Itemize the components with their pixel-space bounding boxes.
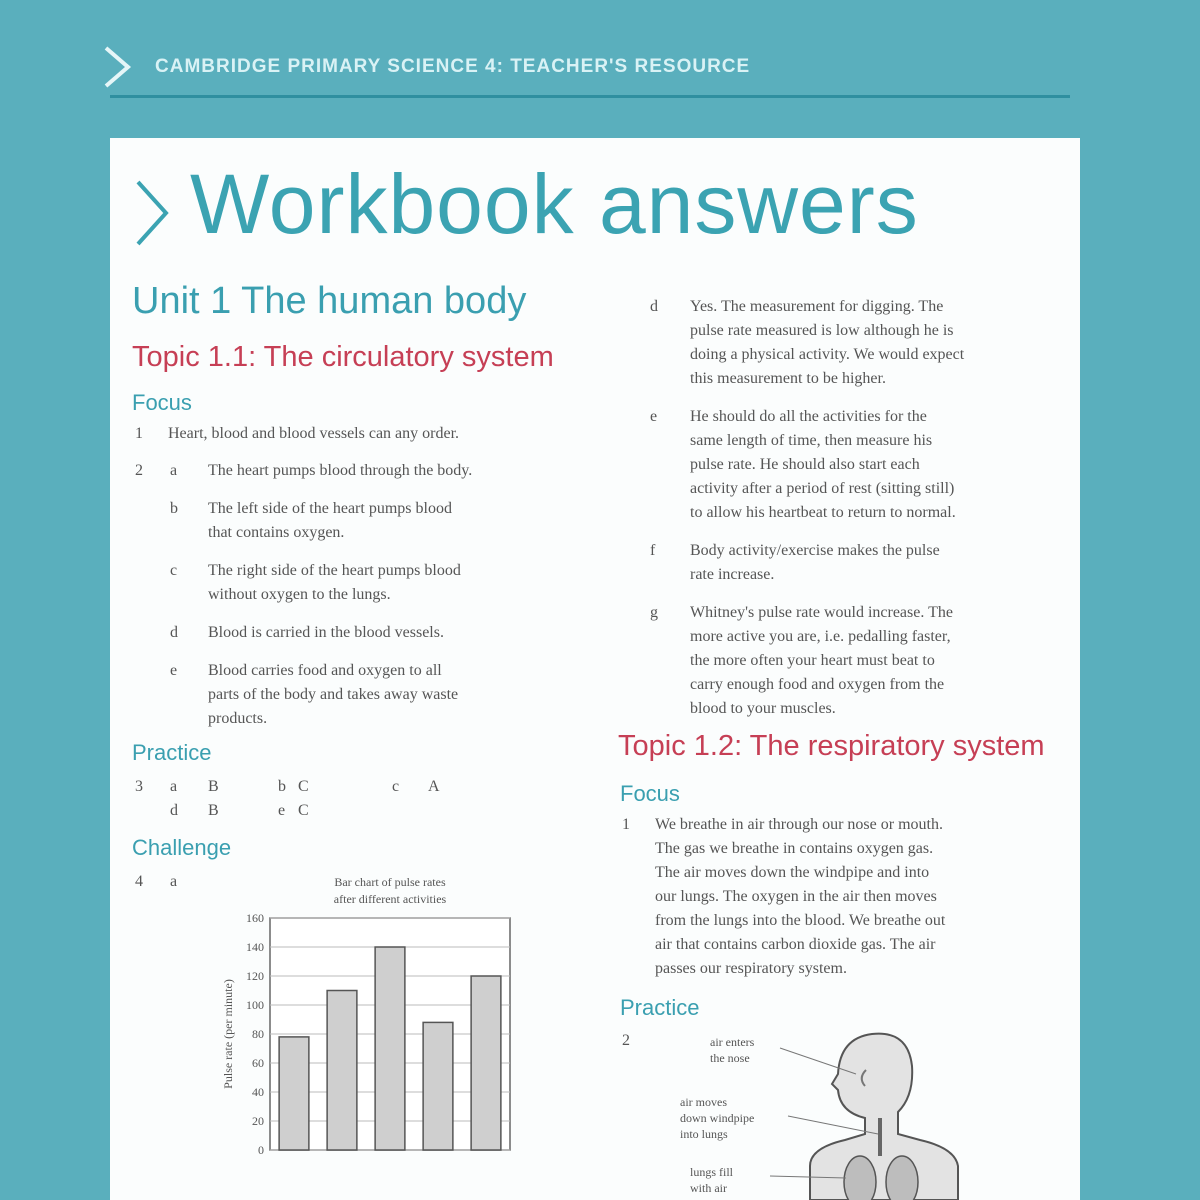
answer-line: blood to your muscles. — [690, 700, 836, 717]
practice-answer: B — [208, 802, 219, 819]
answer-letter: d — [170, 624, 178, 641]
question-number: 2 — [622, 1032, 630, 1049]
y-tick-label: 20 — [252, 1114, 264, 1128]
right-lung — [886, 1156, 918, 1200]
answer-line: pulse rate measured is low although he is — [690, 322, 954, 339]
question-number: 3 — [135, 778, 143, 795]
page-sheet — [110, 138, 1080, 1200]
y-tick-label: 160 — [246, 911, 264, 925]
answer-line: that contains oxygen. — [208, 524, 345, 541]
focus-label: Focus — [132, 390, 192, 415]
question-number: 4 — [135, 873, 143, 890]
y-axis-label: Pulse rate (per minute) — [221, 979, 235, 1089]
respiratory-system-diagram — [660, 1026, 1040, 1200]
bar — [375, 947, 405, 1150]
answer-text: Heart, blood and blood vessels can any order. — [168, 425, 460, 442]
answer-line: Blood is carried in the blood vessels. — [208, 624, 444, 641]
practice-answer: C — [298, 802, 309, 819]
left-lung — [844, 1156, 876, 1200]
answer-line: Whitney's pulse rate would increase. The — [690, 604, 953, 621]
question-letter: a — [170, 873, 178, 890]
chart-title: after different activities — [333, 892, 447, 906]
y-tick-label: 60 — [252, 1056, 264, 1070]
y-tick-label: 120 — [246, 969, 264, 983]
answer-letter: e — [170, 662, 178, 679]
answer-line: The gas we breathe in contains oxygen gas. — [655, 840, 934, 857]
answer-letter: g — [650, 604, 658, 621]
answer-line: air that contains carbon dioxide gas. The air — [655, 936, 936, 953]
question-number: 2 — [135, 462, 143, 479]
diagram-label: lungs fill — [690, 1165, 734, 1179]
practice-letter: a — [170, 778, 178, 795]
practice-letter: b — [278, 778, 286, 795]
diagram-label: air enters — [710, 1035, 755, 1049]
answer-line: Yes. The measurement for digging. The — [690, 298, 944, 315]
answer-letter: a — [170, 462, 178, 479]
diagram-label: with air — [690, 1181, 727, 1195]
y-tick-label: 100 — [246, 998, 264, 1012]
practice-label: Practice — [132, 740, 212, 765]
answer-line: to allow his heartbeat to return to normal. — [690, 504, 956, 521]
answer-line: rate increase. — [690, 566, 775, 583]
answer-line: this measurement to be higher. — [690, 370, 886, 387]
answer-line: the more often your heart must beat to — [690, 652, 935, 669]
practice-letter: d — [170, 802, 178, 819]
answer-line: The air moves down the windpipe and into — [655, 864, 930, 881]
answer-line: from the lungs into the blood. We breathe out — [655, 912, 946, 929]
question-number: 1 — [622, 816, 630, 833]
answer-line: more active you are, i.e. pedalling faster, — [690, 628, 951, 645]
answer-line: The right side of the heart pumps blood — [208, 562, 461, 579]
answer-line: The left side of the heart pumps blood — [208, 500, 452, 517]
topic-heading: Topic 1.2: The respiratory system — [618, 730, 1045, 762]
y-tick-label: 40 — [252, 1085, 264, 1099]
answer-line: parts of the body and takes away waste — [208, 686, 459, 703]
human-silhouette — [810, 1034, 958, 1200]
diagram-label: down windpipe — [680, 1111, 755, 1125]
answer-line: products. — [208, 710, 268, 727]
title-chevron-icon — [132, 178, 172, 248]
running-header: CAMBRIDGE PRIMARY SCIENCE 4: TEACHER'S RESOURCE — [155, 56, 751, 77]
answer-line: Blood carries food and oxygen to all — [208, 662, 442, 679]
y-tick-label: 0 — [258, 1143, 264, 1157]
page-title: Workbook answers — [190, 157, 919, 251]
bar — [279, 1037, 309, 1150]
answer-letter: b — [170, 500, 178, 517]
answer-line: without oxygen to the lungs. — [208, 586, 391, 603]
answer-line: The heart pumps blood through the body. — [208, 462, 473, 479]
answer-letter: d — [650, 298, 658, 315]
answer-line: pulse rate. He should also start each — [690, 456, 920, 473]
answer-line: doing a physical activity. We would expect — [690, 346, 965, 363]
bar — [471, 976, 501, 1150]
answer-letter: c — [170, 562, 178, 579]
answer-line: activity after a period of rest (sitting still) — [690, 480, 955, 497]
diagram-label: the nose — [710, 1051, 750, 1065]
question-number: 1 — [135, 425, 143, 442]
bar — [423, 1022, 453, 1150]
unit-title: Unit 1 The human body — [132, 280, 527, 322]
bar — [327, 991, 357, 1151]
practice-answer: C — [298, 778, 309, 795]
chart-title: Bar chart of pulse rates — [334, 875, 446, 889]
challenge-label: Challenge — [132, 835, 232, 860]
diagram-label: into lungs — [680, 1127, 728, 1141]
y-tick-label: 140 — [246, 940, 264, 954]
bar-chart — [210, 868, 620, 1200]
answer-line: our lungs. The oxygen in the air then moves — [655, 888, 937, 905]
answer-letter: e — [650, 408, 658, 425]
practice-answer: B — [208, 778, 219, 795]
topic-heading: Topic 1.1: The circulatory system — [132, 341, 554, 373]
answer-line: carry enough food and oxygen from the — [690, 676, 945, 693]
answer-line: passes our respiratory system. — [655, 960, 847, 977]
practice-answer: A — [428, 778, 440, 795]
header-rule — [110, 95, 1070, 98]
answer-line: Body activity/exercise makes the pulse — [690, 542, 940, 559]
y-tick-label: 80 — [252, 1027, 264, 1041]
answer-line: We breathe in air through our nose or mouth. — [655, 816, 943, 833]
chevron-right-icon — [98, 44, 138, 90]
answer-letter: f — [650, 542, 656, 559]
practice-letter: e — [278, 802, 286, 819]
practice-letter: c — [392, 778, 400, 795]
answer-line: same length of time, then measure his — [690, 432, 933, 449]
focus-label: Focus — [620, 781, 680, 806]
diagram-label: air moves — [680, 1095, 727, 1109]
answer-line: He should do all the activities for the — [690, 408, 927, 425]
practice-label: Practice — [620, 995, 700, 1020]
